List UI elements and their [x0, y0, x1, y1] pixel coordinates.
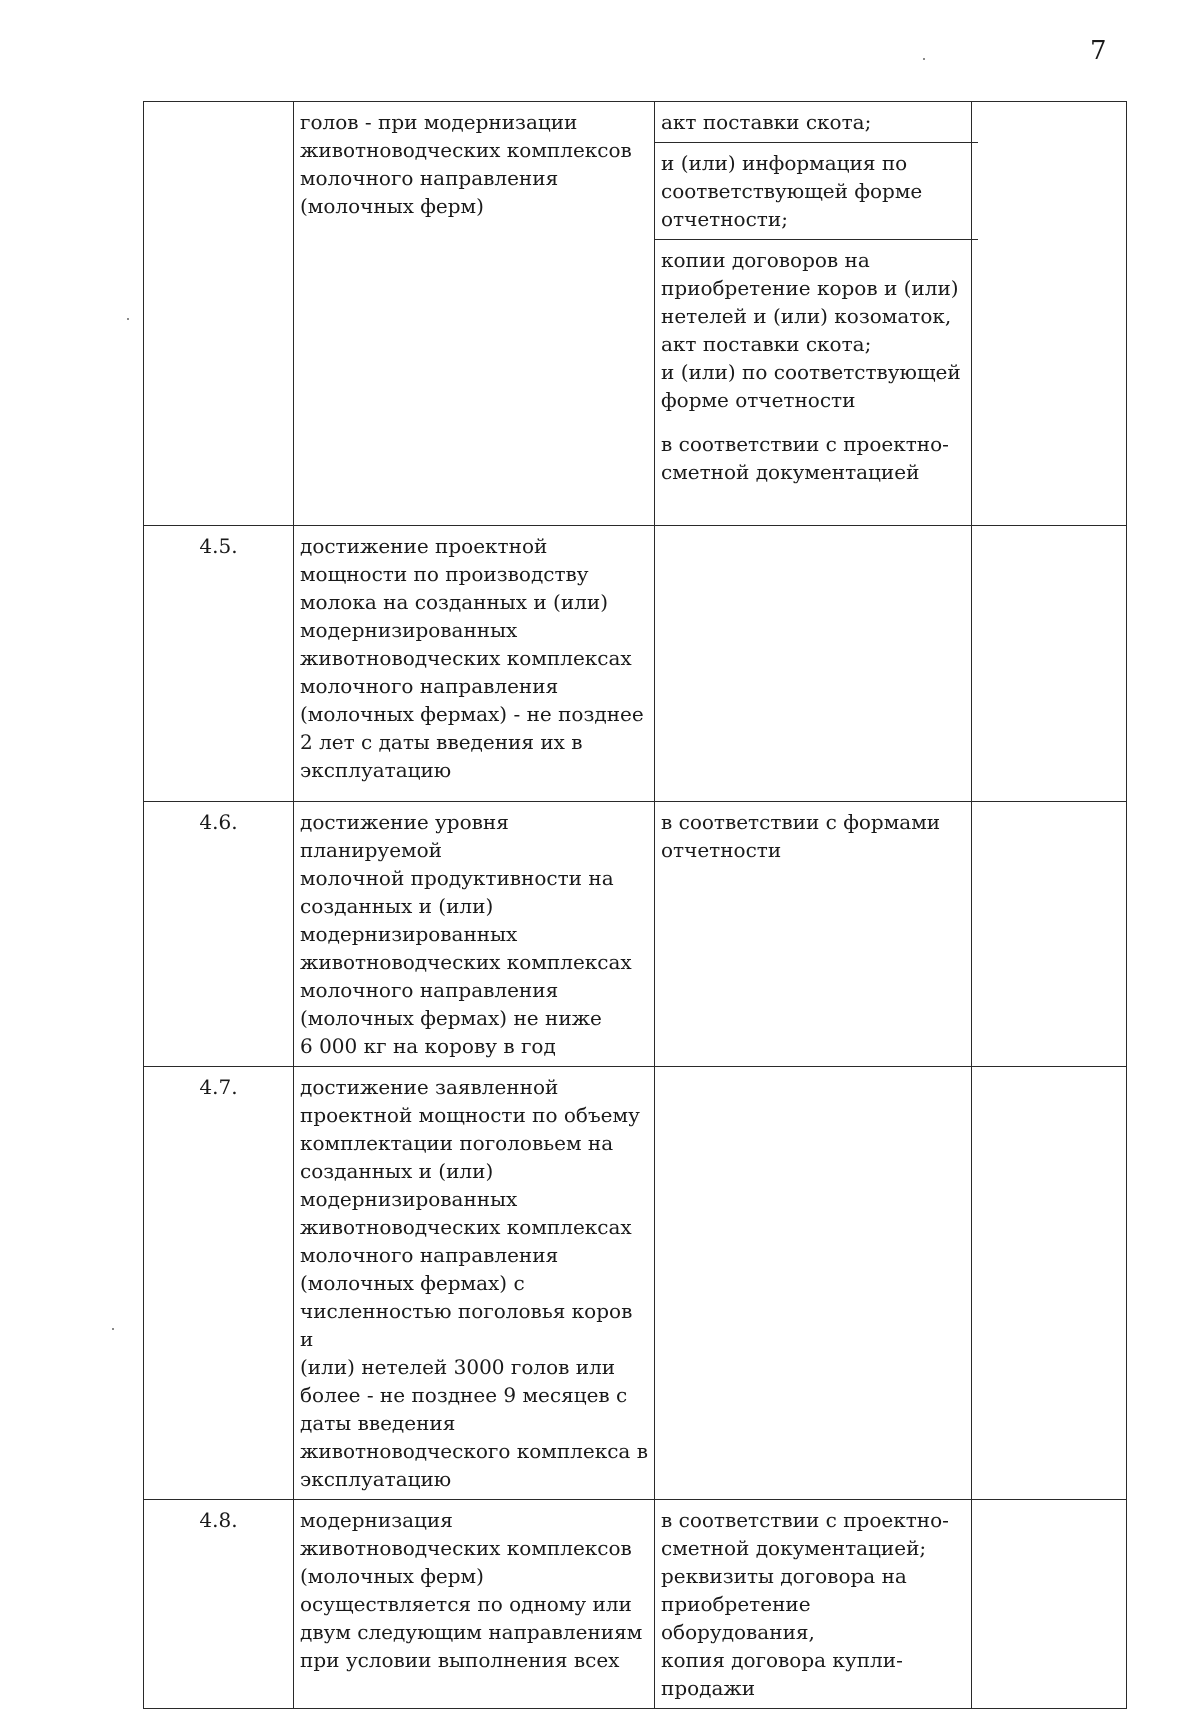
document-text-line: реквизиты договора на [661, 1564, 907, 1588]
condition-text-line: молочного направления [300, 1243, 559, 1267]
condition-text-line: осуществляется по одному или [300, 1592, 632, 1616]
document-text-line: в соответствии с проектно- [661, 432, 949, 456]
document-text-line: в соответствии с проектно- [661, 1508, 949, 1532]
condition-text-line: (или) нетелей 3000 голов или [300, 1355, 616, 1379]
scan-mark [127, 318, 129, 320]
condition-text-line: достижение уровня планируемой [300, 810, 509, 862]
document-text-line: приобретение коров и (или) [661, 276, 959, 300]
condition-text-line: (молочных ферм) [300, 194, 484, 218]
item-number: 4.7. [199, 1075, 238, 1099]
condition-text-line: животноводческих комплексах [300, 1215, 632, 1239]
document-text-line: акт поставки скота; [661, 332, 872, 356]
document-text-line: продажи [661, 1676, 756, 1700]
document-entry [655, 143, 978, 240]
condition-text-line: модернизированных [300, 1187, 518, 1211]
condition-text-line: достижение заявленной [300, 1075, 559, 1099]
document-entry [655, 240, 971, 420]
document-text-line: сметной документацией [661, 460, 920, 484]
document-text-line: соответствующей форме [661, 179, 923, 203]
condition-text-line: животноводческих комплексах [300, 646, 632, 670]
condition-text-line: модернизированных [300, 922, 518, 946]
documents-cell [655, 102, 972, 526]
condition-text-line: молочного направления [300, 166, 559, 190]
condition-text-line: при условии выполнения всех [300, 1648, 620, 1672]
document-text-line: отчетности [661, 838, 782, 862]
condition-text-line: молочного направления [300, 978, 559, 1002]
document-text-line: и (или) информация по [661, 151, 908, 175]
notes-cell [972, 526, 1127, 802]
condition-text-line: комплектации поголовьем на [300, 1131, 614, 1155]
condition-text-line: двум следующим направлениям [300, 1620, 643, 1644]
table-row [144, 802, 1127, 1067]
condition-text-line: (молочных фермах) с [300, 1271, 525, 1295]
condition-text-line: даты введения [300, 1411, 456, 1435]
documents-cell [655, 1500, 972, 1709]
condition-text-line: созданных и (или) [300, 1159, 494, 1183]
condition-cell [294, 102, 655, 526]
condition-text-line: проектной мощности по объему [300, 1103, 640, 1127]
condition-cell [294, 802, 655, 1067]
document-text-line: и (или) по соответствующей [661, 360, 961, 384]
condition-text-line: молочной продуктивности на [300, 866, 614, 890]
condition-text-line: 6 000 кг на корову в год [300, 1034, 556, 1058]
document-text-line: форме отчетности [661, 388, 856, 412]
documents-cell [655, 1067, 972, 1500]
item-number-cell [144, 526, 294, 802]
document-text-line: копии договоров на [661, 248, 870, 272]
document-text-line: сметной документацией; [661, 1536, 927, 1560]
document-text-line: в соответствии с формами [661, 810, 941, 834]
document-text-line: приобретение оборудования, [661, 1592, 815, 1644]
documents-cell [655, 526, 972, 802]
table-row [144, 1500, 1127, 1709]
condition-text-line: достижение проектной [300, 534, 548, 558]
condition-text-line: (молочных ферм) [300, 1564, 484, 1588]
table-row [144, 1067, 1127, 1500]
condition-text-line: созданных и (или) [300, 894, 494, 918]
condition-cell [294, 526, 655, 802]
condition-cell [294, 1067, 655, 1500]
page-number: 7 [1090, 36, 1107, 66]
item-number-cell [144, 802, 294, 1067]
condition-cell [294, 1500, 655, 1709]
condition-text-line: животноводческих комплексах [300, 950, 632, 974]
item-number-cell [144, 1067, 294, 1500]
condition-text-line: животноводческих комплексов [300, 1536, 632, 1560]
document-text-line: отчетности; [661, 207, 788, 231]
notes-cell [972, 102, 1127, 526]
document-entry [655, 802, 971, 870]
condition-text-line: (молочных фермах) - не позднее [300, 702, 644, 726]
notes-cell [972, 802, 1127, 1067]
condition-text-line: эксплуатацию [300, 758, 452, 782]
condition-text-line: животноводческого комплекса в [300, 1439, 648, 1463]
condition-text-line: мощности по производству [300, 562, 589, 586]
condition-text-line: (молочных фермах) не ниже [300, 1006, 602, 1030]
document-text-line: копия договора купли- [661, 1648, 903, 1672]
table-row [144, 102, 1127, 526]
table-body [144, 102, 1127, 1709]
document-text-line: нетелей и (или) козоматок, [661, 304, 952, 328]
condition-text-line: голов - при модернизации [300, 110, 578, 134]
item-number: 4.5. [199, 534, 238, 558]
document-entry [655, 1500, 971, 1708]
item-number: 4.8. [199, 1508, 238, 1532]
condition-text-line: молока на созданных и (или) [300, 590, 608, 614]
condition-text-line: численностью поголовья коров и [300, 1299, 633, 1351]
documents-cell [655, 802, 972, 1067]
item-number: 4.6. [199, 810, 238, 834]
condition-text-line: модернизация [300, 1508, 453, 1532]
scan-mark [923, 58, 925, 60]
scan-mark [112, 1328, 114, 1330]
condition-text-line: 2 лет с даты введения их в [300, 730, 583, 754]
condition-text-line: молочного направления [300, 674, 559, 698]
item-number-cell [144, 102, 294, 526]
condition-text-line: эксплуатацию [300, 1467, 452, 1491]
item-number [144, 102, 293, 114]
notes-cell [972, 1500, 1127, 1709]
condition-text-line: модернизированных [300, 618, 518, 642]
item-number-cell [144, 1500, 294, 1709]
document-entry [655, 420, 971, 492]
condition-text-line: более - не позднее 9 месяцев с [300, 1383, 628, 1407]
condition-text-line: животноводческих комплексов [300, 138, 632, 162]
notes-cell [972, 1067, 1127, 1500]
document-text-line: акт поставки скота; [661, 110, 872, 134]
document-entry [655, 102, 978, 143]
requirements-table [143, 101, 1127, 1709]
table-row [144, 526, 1127, 802]
